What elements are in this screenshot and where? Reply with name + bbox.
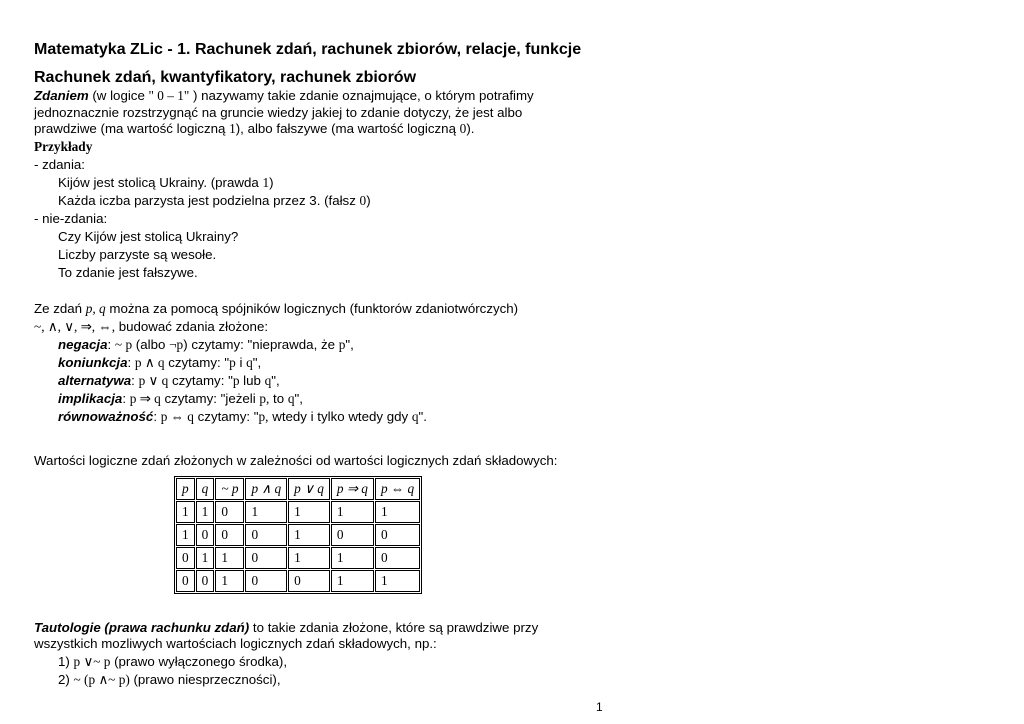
- connectives-text: Ze zdań: [34, 300, 86, 316]
- connective-text: czytamy: "jeżeli: [160, 390, 260, 406]
- example-value: 0: [359, 192, 367, 208]
- connectives-intro: [34, 300, 714, 318]
- item-number: 2): [58, 671, 74, 687]
- logic-label: " 0 – 1": [148, 88, 190, 103]
- table-cell: 0: [375, 547, 420, 569]
- truth-table: [174, 476, 422, 594]
- connectives-intro: [34, 318, 714, 336]
- connective-text: ".: [418, 408, 427, 424]
- connective-var: p,: [258, 408, 269, 424]
- connective-text: :: [107, 336, 115, 352]
- connective-text: :: [153, 408, 161, 424]
- table-row: [176, 524, 420, 546]
- table-cell: 0: [245, 524, 287, 546]
- nonsentences-label: - nie-zdania:: [34, 210, 108, 226]
- example-text: ): [269, 174, 274, 190]
- list-item: [34, 336, 714, 354]
- table-cell: 1: [288, 501, 330, 523]
- connective-var: p,: [259, 390, 270, 406]
- list-item: Czy Kijów jest stolicą Ukrainy?: [58, 228, 239, 244]
- connective-text: i: [235, 354, 247, 370]
- connective-var: q: [411, 408, 419, 424]
- item-number: 1): [58, 653, 74, 669]
- connective-var: p: [338, 336, 346, 352]
- table-cell: 0: [196, 524, 215, 546]
- connective-var: ¬p: [169, 336, 184, 352]
- table-cell: 1: [288, 547, 330, 569]
- table-cell: 0: [176, 570, 195, 592]
- list-item: [34, 372, 714, 390]
- list-item: [34, 390, 714, 408]
- column-header: ~ p: [215, 478, 244, 500]
- tautology-text: to takie zdania złożone, które są prawdziwe przy: [249, 619, 539, 635]
- tautology-paragraph: [34, 620, 714, 653]
- example-text: Kijów jest stolicą Ukrainy. (prawda: [58, 174, 263, 190]
- table-cell: 1: [331, 501, 374, 523]
- connective-var: q: [287, 390, 295, 406]
- table-cell: 0: [375, 524, 420, 546]
- connective-text: :: [122, 390, 130, 406]
- list-item: [34, 354, 714, 372]
- connective-name: implikacja: [58, 390, 123, 406]
- connectives-text: można za pomocą spójników logicznych (funktorów zdaniotwórczych): [105, 300, 519, 316]
- definition-text: prawdziwe (ma wartość logiczną: [34, 121, 230, 136]
- table-cell: 0: [215, 501, 244, 523]
- table-cell: 0: [245, 547, 287, 569]
- connective-text: czytamy: ": [164, 354, 230, 370]
- connectives-text: budować zdania złożone:: [115, 318, 269, 334]
- list-item: [34, 408, 714, 426]
- list-item: [34, 192, 714, 210]
- connective-var: p: [232, 372, 240, 388]
- table-cell: 1: [331, 547, 374, 569]
- table-row: [176, 570, 420, 592]
- tautology-text: wszystkich mozliwych wartościach logicznych zdań składowych, np.:: [34, 636, 437, 651]
- list-item: Liczby parzyste są wesołe.: [58, 246, 217, 262]
- document-title: Matematyka ZLic - 1. Rachunek zdań, rachunek zbiorów, relacje, funkcje: [34, 41, 582, 58]
- tautology-desc: (prawo niesprzeczności),: [129, 671, 281, 687]
- example-text: Każda iczba parzysta jest podzielna przez 3. (fałsz: [58, 192, 360, 208]
- connective-text: czytamy: ": [168, 372, 233, 388]
- page-number: 1: [596, 700, 603, 714]
- table-cell: 1: [176, 501, 195, 523]
- connective-name: negacja: [58, 336, 108, 352]
- connective-text: ",: [294, 390, 303, 406]
- document-page: [34, 40, 714, 689]
- table-cell: 1: [196, 547, 215, 569]
- connective-text: to: [269, 390, 288, 406]
- table-header-row: [176, 478, 420, 500]
- tautology-term: Tautologie (prawa rachunku zdań): [34, 619, 250, 635]
- connective-var: q: [246, 354, 253, 370]
- table-cell: 1: [245, 501, 287, 523]
- connective-formula: ~ p: [114, 336, 133, 352]
- connective-formula: p ⇒ q: [129, 390, 161, 406]
- table-cell: 0: [245, 570, 287, 592]
- table-cell: 0: [288, 570, 330, 592]
- table-cell: 0: [215, 524, 244, 546]
- connective-text: :: [127, 354, 135, 370]
- connective-name: koniunkcja: [58, 354, 128, 370]
- column-header: p ∧ q: [245, 478, 287, 500]
- connective-var: p: [229, 354, 236, 370]
- table-cell: 1: [196, 501, 215, 523]
- table-cell: 0: [331, 524, 374, 546]
- table-cell: 0: [176, 547, 195, 569]
- table-cell: 1: [176, 524, 195, 546]
- table-cell: 1: [375, 570, 420, 592]
- column-header: q: [196, 478, 215, 500]
- connective-text: ) czytamy: "nieprawda, że: [183, 336, 339, 352]
- definition-term: Zdaniem: [34, 88, 89, 103]
- list-item: To zdanie jest fałszywe.: [58, 264, 198, 280]
- column-header: p ∨ q: [288, 478, 330, 500]
- value-zero: 0: [459, 121, 467, 136]
- list-item: [34, 653, 714, 671]
- table-cell: 1: [331, 570, 374, 592]
- tautology-formula: ~ (p ∧~ p): [73, 671, 130, 687]
- example-value: 1: [262, 174, 270, 190]
- connective-formula: p ∨ q: [138, 372, 169, 388]
- table-cell: 0: [196, 570, 215, 592]
- connective-text: czytamy: ": [193, 408, 259, 424]
- connective-text: :: [131, 372, 139, 388]
- connectives-symbols: ~, ∧, ∨, ⇒, ⇔,: [34, 318, 116, 334]
- sentences-label: - zdania:: [34, 156, 85, 172]
- definition-text: ), albo fałszywe (ma wartość logiczną: [235, 121, 460, 136]
- connective-name: równoważność: [58, 408, 154, 424]
- section-heading: Rachunek zdań, kwantyfikatory, rachunek zbiorów: [34, 69, 417, 86]
- definition-text: ) nazywamy takie zdanie oznajmujące, o którym potrafimy: [189, 88, 534, 103]
- connective-text: (albo: [132, 336, 170, 352]
- tautology-formula: p ∨~ p: [73, 653, 111, 669]
- connective-text: ",: [252, 354, 262, 370]
- tautology-desc: (prawo wyłączonego środka),: [110, 653, 288, 669]
- column-header: p: [176, 478, 195, 500]
- connective-text: ",: [345, 336, 354, 352]
- value-one: 1: [229, 121, 236, 136]
- connective-text: lub: [239, 372, 265, 388]
- connective-formula: p ⇔ q: [160, 408, 194, 424]
- table-row: [176, 501, 420, 523]
- connective-var: q: [264, 372, 272, 388]
- connective-name: alternatywa: [58, 372, 132, 388]
- definition-text: ).: [466, 121, 475, 136]
- table-row: [176, 547, 420, 569]
- definition-paragraph: [34, 88, 714, 138]
- table-cell: 1: [375, 501, 420, 523]
- connective-text: ",: [271, 372, 280, 388]
- list-item: [34, 174, 714, 192]
- table-cell: 1: [288, 524, 330, 546]
- truth-table-intro: Wartości logiczne zdań złożonych w zależności od wartości logicznych zdań składowych:: [34, 452, 558, 468]
- connectives-vars: p, q: [85, 300, 106, 316]
- definition-text: jednoznacznie rozstrzygnąć na gruncie wiedzy jakiej to zdanie dotyczy, że jest albo: [34, 104, 523, 120]
- examples-heading: Przykłady: [34, 138, 93, 154]
- definition-text: (w logice: [88, 88, 149, 103]
- table-cell: 1: [215, 547, 244, 569]
- table-cell: 1: [215, 570, 244, 592]
- list-item: [34, 671, 714, 689]
- connective-text: wtedy i tylko wtedy gdy: [268, 408, 412, 424]
- connective-formula: p ∧ q: [134, 354, 165, 370]
- column-header: p ⇔ q: [375, 478, 420, 500]
- example-text: ): [366, 192, 371, 208]
- column-header: p ⇒ q: [331, 478, 374, 500]
